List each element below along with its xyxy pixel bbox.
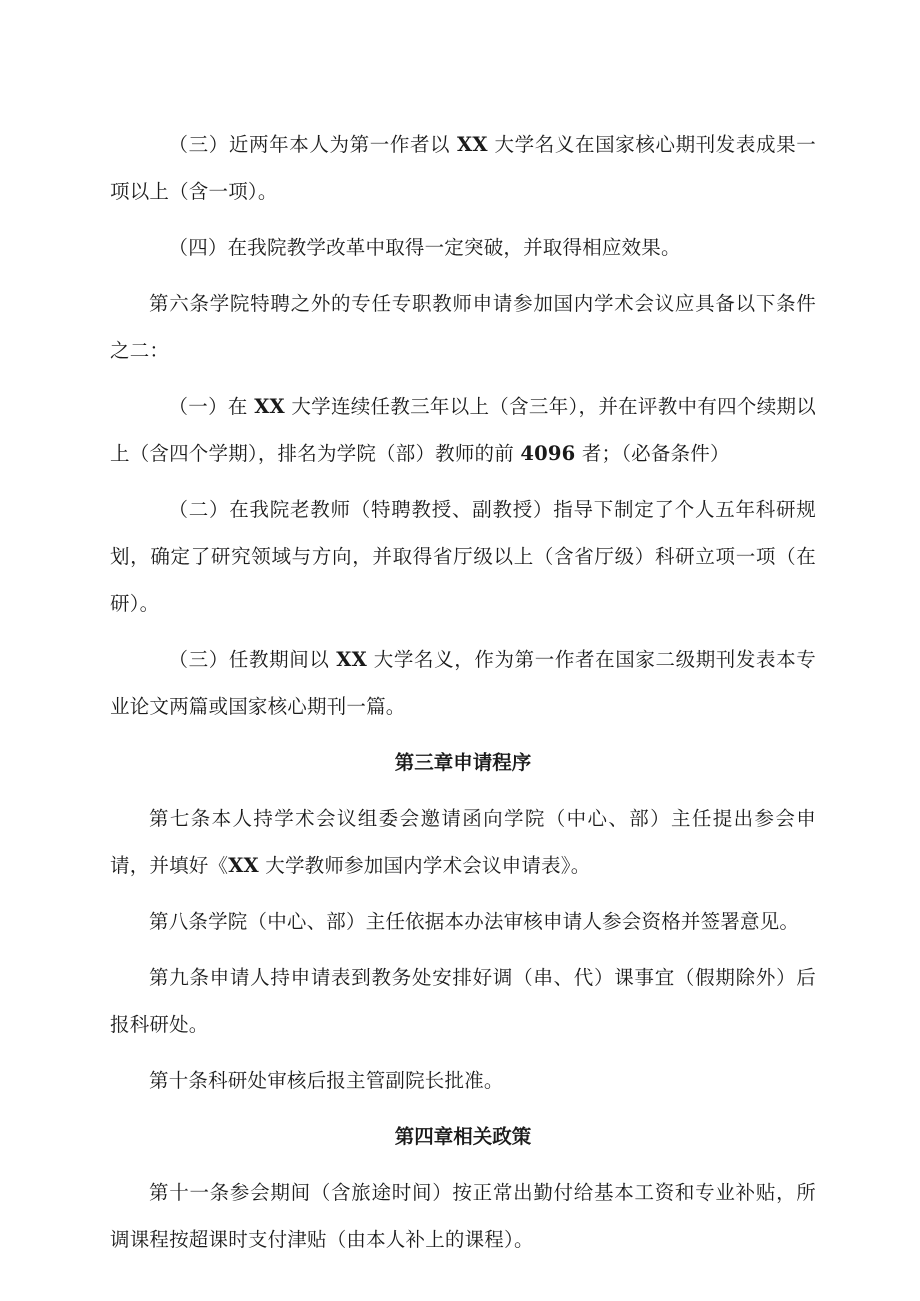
paragraph-article-8: 第八条学院（中心、部）主任依据本办法审核申请人参会资格并签署意见。 [149, 910, 800, 933]
paragraph-clause-2-research-plan: （二）在我院老教师（特聘教授、副教授）指导下制定了个人五年科研规划，确定了研究领域与方向，并取得省厅级以上（含省厅级）科研立项一项（在研）。 [110, 498, 816, 615]
paragraph-clause-3-publications [110, 636, 816, 730]
chapter-heading-4: 第四章相关政策 [394, 1125, 532, 1148]
paragraph-article-9: 第九条申请人持申请表到教务处安排好调（串、代）课事宜（假期除外）后报科研处。 [110, 966, 816, 1036]
paragraph-article-11: 第十一条参会期间（含旅途时间）按正常出勤付给基本工资和专业补贴，所调课程按超课时支付津贴（由本人补上的课程）。 [110, 1181, 816, 1251]
text-run: 大学连续任教三年以上（含三年），并在评教中有四个续期以上（含四个学期），排名为学院（部）教师的前 [110, 395, 816, 465]
text-run: （三）任教期间以 [168, 648, 337, 671]
ranking-number: 4096 [520, 442, 576, 465]
university-name: XX [228, 854, 259, 877]
paragraph-clause-1-teaching-years [110, 383, 816, 477]
paragraph-article-6: 第六条学院特聘之外的专任专职教师申请参加国内学术会议应具备以下条件之二： [110, 292, 816, 362]
text-run: 者；（必备条件） [575, 442, 730, 465]
university-name: XX [254, 395, 285, 418]
text-run: 大学名义，作为第一作者在国家二级期刊发表本专业论文两篇或国家核心期刊一篇。 [110, 648, 816, 718]
university-name: XX [336, 648, 367, 671]
paragraph-clause-3-core-journal [110, 121, 816, 215]
text-run: 第七条本人持学术会议组委会邀请函向学院（中心、部）主任提出参会申请，并填好《 [110, 807, 816, 877]
paragraph-article-10: 第十条科研处审核后报主管副院长批准。 [149, 1069, 504, 1092]
document-body [110, 121, 816, 1272]
text-run: （三）近两年本人为第一作者以 [168, 133, 457, 156]
paragraph-clause-4-teaching-reform: （四）在我院教学改革中取得一定突破，并取得相应效果。 [168, 236, 681, 259]
text-run: 大学名义在国家核心期刊发表成果一项以上（含一项）。 [110, 133, 816, 203]
text-run: 大学教师参加国内学术会议申请表》。 [258, 854, 591, 877]
chapter-heading-3: 第三章申请程序 [394, 751, 532, 774]
paragraph-article-7 [110, 795, 816, 889]
university-name: XX [457, 133, 488, 156]
text-run: （一）在 [168, 395, 255, 418]
